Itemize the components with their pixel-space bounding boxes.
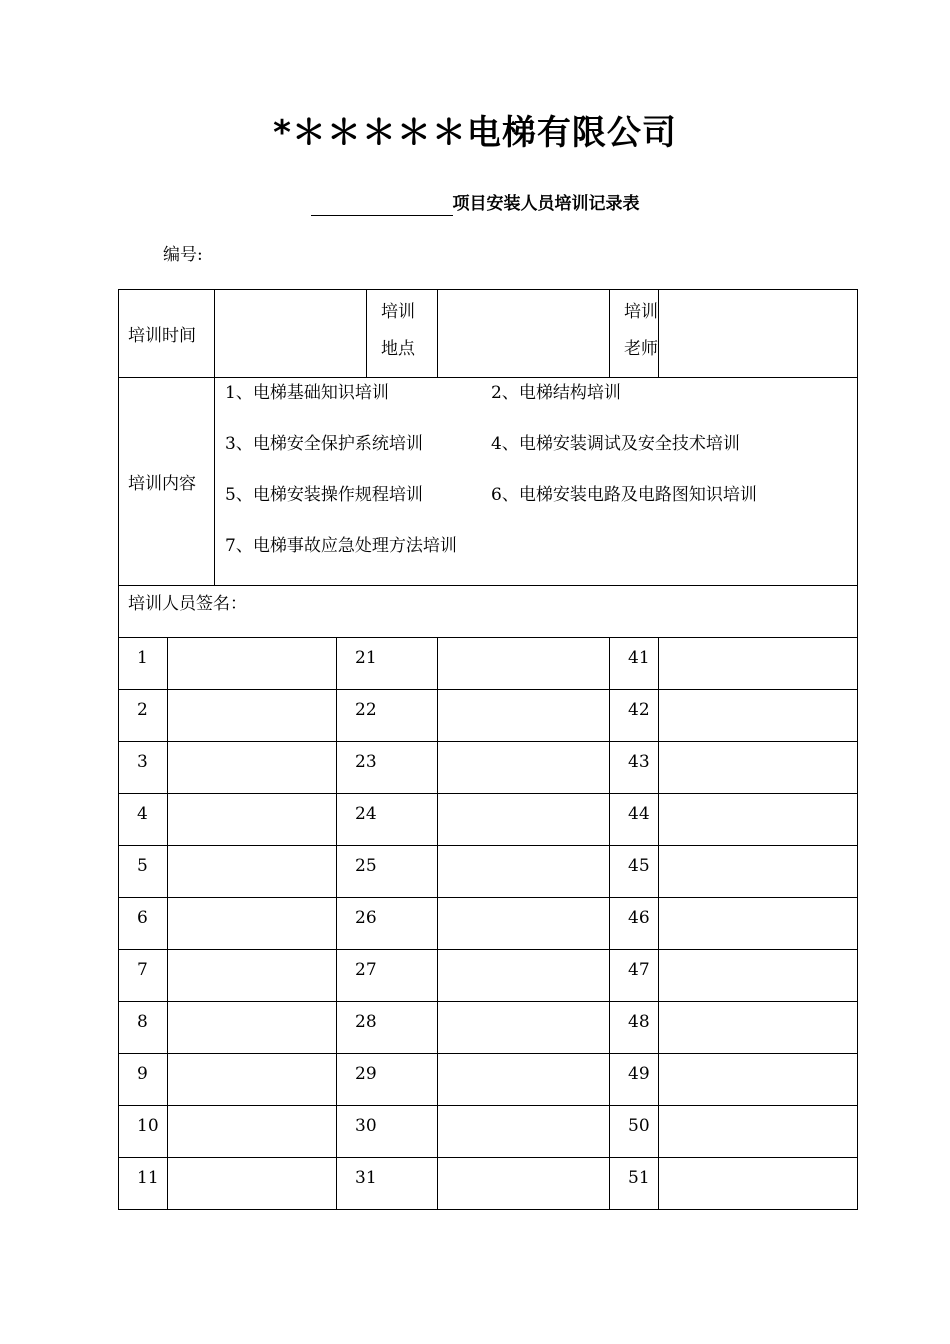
signature-field[interactable] xyxy=(659,1054,858,1106)
training-teacher-label xyxy=(610,290,659,378)
signature-field[interactable] xyxy=(659,1106,858,1158)
row-number: 10 xyxy=(119,1106,168,1158)
signature-row xyxy=(119,794,858,846)
signature-field[interactable] xyxy=(438,846,610,898)
row-number: 29 xyxy=(337,1054,438,1106)
row-number: 27 xyxy=(337,950,438,1002)
signature-field[interactable] xyxy=(438,690,610,742)
training-place-label-line1: 培训 xyxy=(381,302,415,322)
course-item: 5、电梯安装操作规程培训 xyxy=(225,485,423,505)
course-item: 7、电梯事故应急处理方法培训 xyxy=(225,536,457,556)
signature-row xyxy=(119,638,858,690)
signature-field[interactable] xyxy=(168,1158,337,1210)
signature-field[interactable] xyxy=(168,846,337,898)
row-number: 23 xyxy=(337,742,438,794)
signature-field[interactable] xyxy=(438,1158,610,1210)
signature-label: 培训人员签名： xyxy=(119,586,858,638)
signature-field[interactable] xyxy=(168,690,337,742)
signature-field[interactable] xyxy=(438,950,610,1002)
row-number: 42 xyxy=(610,690,659,742)
course-item: 4、电梯安装调试及安全技术培训 xyxy=(491,434,740,454)
signature-field[interactable] xyxy=(659,1158,858,1210)
signature-field[interactable] xyxy=(168,794,337,846)
row-number: 47 xyxy=(610,950,659,1002)
signature-header-row xyxy=(119,586,858,638)
course-item: 3、电梯安全保护系统培训 xyxy=(225,434,423,454)
row-number: 31 xyxy=(337,1158,438,1210)
row-number: 8 xyxy=(119,1002,168,1054)
training-place-label xyxy=(367,290,438,378)
course-item: 1、电梯基础知识培训 xyxy=(225,383,389,403)
course-item: 6、电梯安装电路及电路图知识培训 xyxy=(491,485,757,505)
row-number: 26 xyxy=(337,898,438,950)
signature-field[interactable] xyxy=(659,898,858,950)
row-number: 11 xyxy=(119,1158,168,1210)
row-number: 21 xyxy=(337,638,438,690)
signature-field[interactable] xyxy=(659,638,858,690)
row-number: 3 xyxy=(119,742,168,794)
signature-field[interactable] xyxy=(438,742,610,794)
signature-field[interactable] xyxy=(659,950,858,1002)
signature-field[interactable] xyxy=(168,1054,337,1106)
signature-row xyxy=(119,1158,858,1210)
training-content-label: 培训内容 xyxy=(119,378,215,586)
signature-row xyxy=(119,1002,858,1054)
row-number: 50 xyxy=(610,1106,659,1158)
row-number: 28 xyxy=(337,1002,438,1054)
signature-row xyxy=(119,1054,858,1106)
training-teacher-label-line2: 老师 xyxy=(624,339,658,359)
row-number: 9 xyxy=(119,1054,168,1106)
training-teacher-label-line1: 培训 xyxy=(624,302,658,322)
training-place-label-line2: 地点 xyxy=(381,339,415,359)
row-number: 46 xyxy=(610,898,659,950)
training-content-list xyxy=(215,378,858,586)
signature-row xyxy=(119,950,858,1002)
signature-field[interactable] xyxy=(168,638,337,690)
row-number: 44 xyxy=(610,794,659,846)
form-number-label: 编号: xyxy=(163,245,203,265)
row-number: 30 xyxy=(337,1106,438,1158)
signature-field[interactable] xyxy=(438,898,610,950)
signature-row xyxy=(119,742,858,794)
row-number: 24 xyxy=(337,794,438,846)
signature-field[interactable] xyxy=(168,1002,337,1054)
signature-field[interactable] xyxy=(659,1002,858,1054)
form-subtitle xyxy=(0,192,950,216)
row-number: 49 xyxy=(610,1054,659,1106)
row-number: 43 xyxy=(610,742,659,794)
row-number: 51 xyxy=(610,1158,659,1210)
signature-row xyxy=(119,846,858,898)
signature-field[interactable] xyxy=(168,898,337,950)
row-number: 41 xyxy=(610,638,659,690)
signature-field[interactable] xyxy=(659,690,858,742)
project-name-blank[interactable] xyxy=(311,197,453,216)
signature-row xyxy=(119,898,858,950)
row-number: 6 xyxy=(119,898,168,950)
signature-field[interactable] xyxy=(438,1002,610,1054)
page-title: *＊＊＊＊＊电梯有限公司 xyxy=(273,113,677,153)
row-number: 25 xyxy=(337,846,438,898)
signature-field[interactable] xyxy=(168,1106,337,1158)
training-record-table xyxy=(118,289,858,1210)
signature-field[interactable] xyxy=(168,950,337,1002)
row-number: 1 xyxy=(119,638,168,690)
training-place-field[interactable] xyxy=(438,290,610,378)
row-number: 4 xyxy=(119,794,168,846)
course-item: 2、电梯结构培训 xyxy=(491,383,621,403)
row-number: 22 xyxy=(337,690,438,742)
training-teacher-field[interactable] xyxy=(659,290,858,378)
signature-field[interactable] xyxy=(438,1106,610,1158)
signature-field[interactable] xyxy=(659,794,858,846)
signature-field[interactable] xyxy=(168,742,337,794)
signature-field[interactable] xyxy=(659,742,858,794)
signature-field[interactable] xyxy=(438,1054,610,1106)
row-number: 2 xyxy=(119,690,168,742)
form-subtitle-text: 项目安装人员培训记录表 xyxy=(452,194,640,214)
row-number: 45 xyxy=(610,846,659,898)
signature-row xyxy=(119,690,858,742)
row-number: 5 xyxy=(119,846,168,898)
signature-field[interactable] xyxy=(659,846,858,898)
header-row xyxy=(119,290,858,378)
row-number: 48 xyxy=(610,1002,659,1054)
signature-field[interactable] xyxy=(438,794,610,846)
row-number: 7 xyxy=(119,950,168,1002)
signature-field[interactable] xyxy=(438,638,610,690)
training-time-field[interactable] xyxy=(215,290,367,378)
content-row xyxy=(119,378,858,586)
training-time-label: 培训时间 xyxy=(119,290,215,378)
signature-row xyxy=(119,1106,858,1158)
